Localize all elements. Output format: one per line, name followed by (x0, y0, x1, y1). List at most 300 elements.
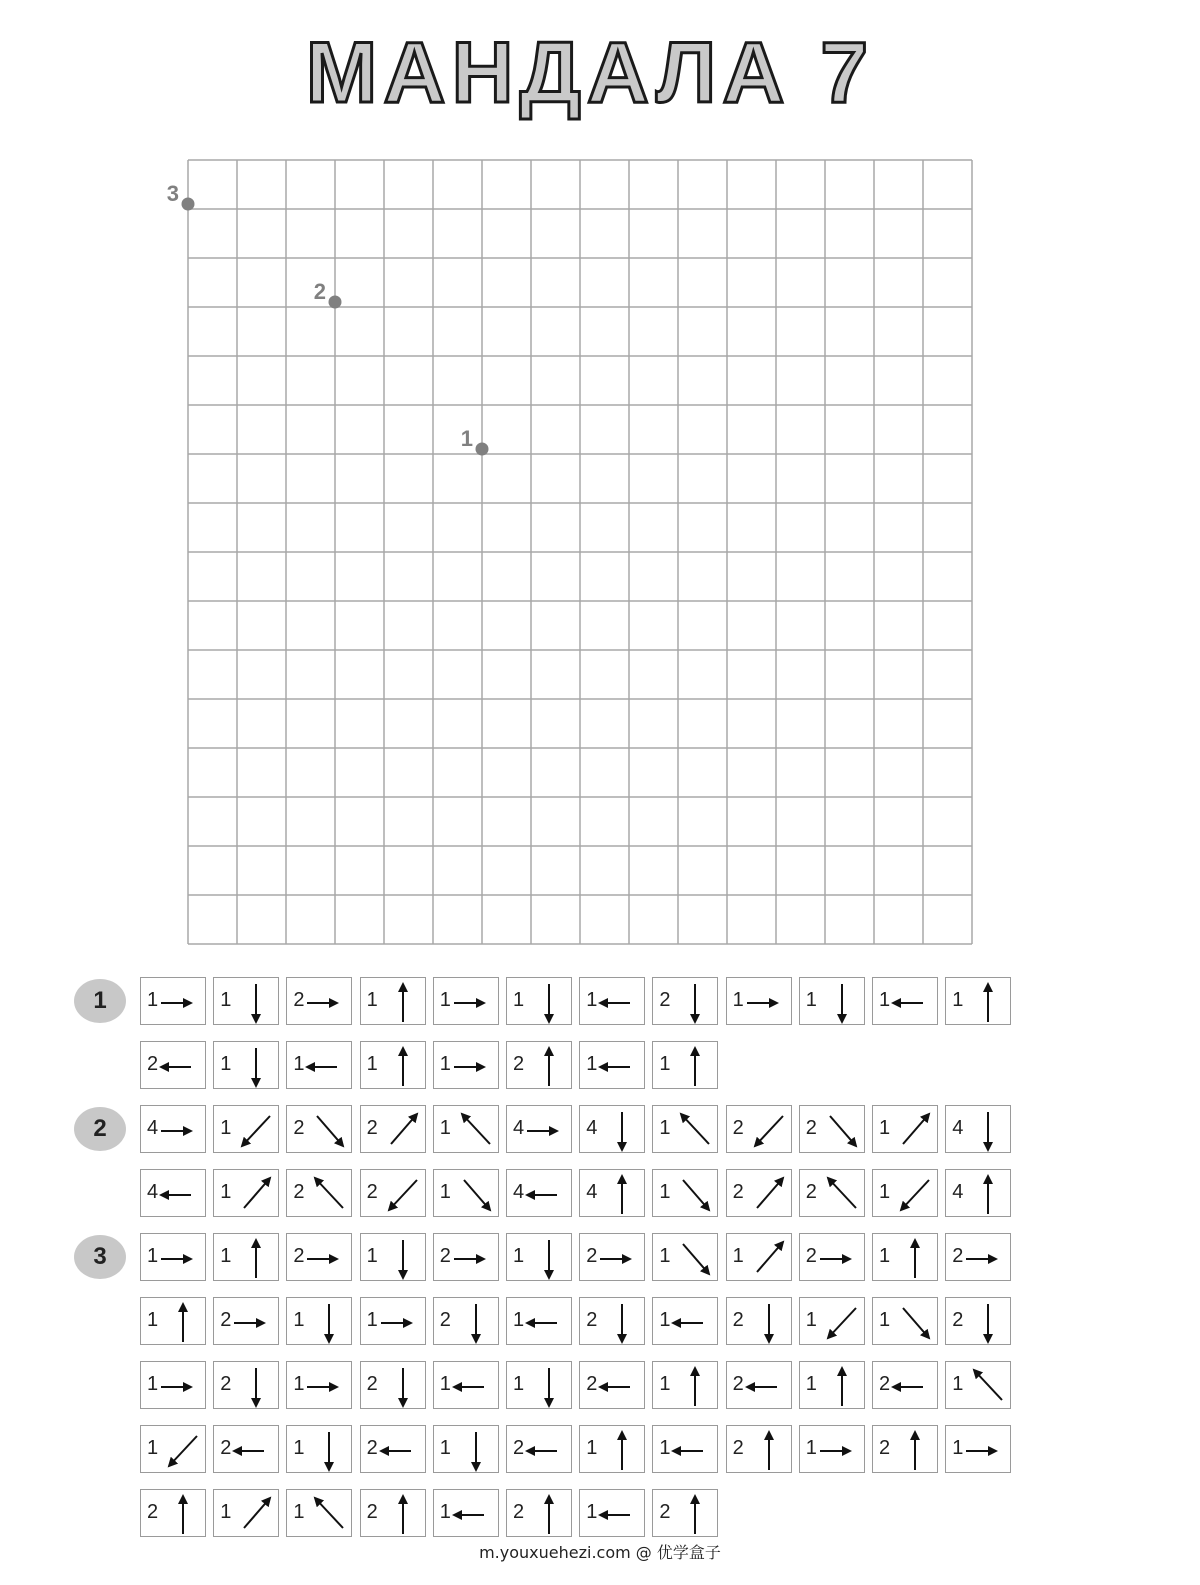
step-count: 1 (366, 1053, 378, 1075)
step-count: 2 (513, 1437, 525, 1459)
step-count: 2 (366, 1181, 378, 1203)
command-card (799, 1425, 865, 1473)
direction-d-icon (214, 1042, 280, 1090)
command-card (433, 977, 499, 1025)
command-card (799, 1105, 865, 1153)
step-count: 1 (293, 1437, 305, 1459)
step-count: 2 (732, 1117, 744, 1139)
start-point-label: 3 (166, 181, 179, 206)
footer-credit: m.youxuehezi.com @ 优学盒子 (479, 1543, 721, 1562)
direction-d-icon (214, 1362, 280, 1410)
command-card (872, 1361, 938, 1409)
step-count: 2 (659, 989, 671, 1011)
command-card (945, 1425, 1011, 1473)
command-card (286, 1297, 352, 1345)
direction-u-icon (653, 1042, 719, 1090)
direction-dl-icon (361, 1170, 427, 1218)
command-card (579, 1361, 645, 1409)
direction-u-icon (873, 1426, 939, 1474)
start-point-dot (182, 198, 195, 211)
step-count: 1 (147, 1373, 159, 1395)
command-card (579, 1105, 645, 1153)
direction-r-icon (434, 1234, 500, 1282)
step-count: 1 (586, 1437, 598, 1459)
step-count: 1 (805, 1437, 817, 1459)
direction-ur-icon (361, 1106, 427, 1154)
direction-d-icon (434, 1426, 500, 1474)
direction-d-icon (800, 978, 866, 1026)
step-count: 1 (439, 989, 451, 1011)
step-count: 1 (147, 1309, 159, 1331)
command-card (726, 1361, 792, 1409)
command-card (140, 1489, 206, 1537)
direction-d-icon (287, 1426, 353, 1474)
direction-r-icon (434, 1042, 500, 1090)
command-card (140, 1105, 206, 1153)
step-count: 4 (586, 1117, 598, 1139)
step-count: 1 (659, 1437, 671, 1459)
command-card (506, 1425, 572, 1473)
direction-u-icon (727, 1426, 793, 1474)
step-count: 2 (732, 1373, 744, 1395)
command-card (213, 1233, 279, 1281)
command-card (652, 1233, 718, 1281)
direction-d-icon (361, 1234, 427, 1282)
command-card (579, 1425, 645, 1473)
direction-l-icon (580, 1042, 646, 1090)
step-count: 1 (513, 1373, 525, 1395)
direction-d-icon (507, 1234, 573, 1282)
command-card (506, 1361, 572, 1409)
direction-r-icon (946, 1426, 1012, 1474)
step-count: 1 (147, 1245, 159, 1267)
step-count: 1 (805, 1309, 817, 1331)
direction-u-icon (580, 1170, 646, 1218)
command-card (579, 1169, 645, 1217)
command-card (799, 1233, 865, 1281)
command-card (213, 1297, 279, 1345)
direction-u-icon (873, 1234, 939, 1282)
command-card (652, 1361, 718, 1409)
step-count: 2 (952, 1309, 964, 1331)
step-count: 4 (586, 1181, 598, 1203)
step-count: 1 (659, 1117, 671, 1139)
command-card (872, 1105, 938, 1153)
command-card (433, 1425, 499, 1473)
command-card (286, 1233, 352, 1281)
command-card (286, 1041, 352, 1089)
step-count: 2 (659, 1501, 671, 1523)
command-card (506, 1105, 572, 1153)
command-card (360, 1105, 426, 1153)
step-count: 1 (439, 1373, 451, 1395)
step-count: 4 (513, 1117, 525, 1139)
command-card (652, 1041, 718, 1089)
command-card (945, 1169, 1011, 1217)
direction-d-icon (727, 1298, 793, 1346)
command-card (360, 1233, 426, 1281)
direction-r-icon (580, 1234, 646, 1282)
start-point-dot (329, 296, 342, 309)
step-count: 1 (659, 1373, 671, 1395)
direction-d-icon (946, 1106, 1012, 1154)
command-card (652, 977, 718, 1025)
start-point-label: 2 (313, 279, 326, 304)
direction-u-icon (580, 1426, 646, 1474)
direction-dr-icon (873, 1298, 939, 1346)
direction-u-icon (946, 978, 1012, 1026)
direction-u-icon (800, 1362, 866, 1410)
step-count: 2 (513, 1053, 525, 1075)
step-count: 1 (220, 989, 232, 1011)
step-count: 2 (220, 1309, 232, 1331)
step-count: 1 (952, 1373, 964, 1395)
command-card (579, 977, 645, 1025)
command-card (140, 1233, 206, 1281)
section-badge: 2 (74, 1107, 126, 1151)
step-count: 1 (220, 1053, 232, 1075)
step-count: 2 (293, 989, 305, 1011)
direction-d-icon (653, 978, 719, 1026)
command-card (579, 1041, 645, 1089)
direction-r-icon (507, 1106, 573, 1154)
command-card (799, 977, 865, 1025)
direction-d-icon (580, 1298, 646, 1346)
step-count: 1 (293, 1501, 305, 1523)
command-card (213, 1169, 279, 1217)
direction-dl-icon (800, 1298, 866, 1346)
direction-dr-icon (434, 1170, 500, 1218)
command-card (872, 1233, 938, 1281)
direction-r-icon (287, 1234, 353, 1282)
command-card (286, 1361, 352, 1409)
step-count: 1 (366, 989, 378, 1011)
direction-ul-icon (287, 1170, 353, 1218)
step-count: 4 (147, 1117, 159, 1139)
command-card (360, 1297, 426, 1345)
step-count: 2 (805, 1181, 817, 1203)
direction-dl-icon (141, 1426, 207, 1474)
command-card (213, 1041, 279, 1089)
command-card (579, 1233, 645, 1281)
command-card (799, 1361, 865, 1409)
step-count: 1 (952, 1437, 964, 1459)
command-card (506, 1169, 572, 1217)
command-card (506, 977, 572, 1025)
step-count: 1 (879, 1117, 891, 1139)
section-badge: 1 (74, 979, 126, 1023)
command-card (945, 1297, 1011, 1345)
step-count: 2 (293, 1245, 305, 1267)
step-count: 1 (439, 1437, 451, 1459)
command-card (213, 1361, 279, 1409)
direction-ur-icon (727, 1234, 793, 1282)
step-count: 1 (805, 989, 817, 1011)
direction-u-icon (141, 1298, 207, 1346)
command-card (579, 1297, 645, 1345)
step-count: 2 (732, 1181, 744, 1203)
direction-ul-icon (434, 1106, 500, 1154)
command-card (286, 1489, 352, 1537)
direction-r-icon (214, 1298, 280, 1346)
direction-ul-icon (653, 1106, 719, 1154)
step-count: 1 (147, 1437, 159, 1459)
step-count: 1 (147, 989, 159, 1011)
step-count: 1 (659, 1245, 671, 1267)
direction-u-icon (946, 1170, 1012, 1218)
command-card (726, 1425, 792, 1473)
step-count: 4 (952, 1117, 964, 1139)
command-card (140, 1169, 206, 1217)
step-count: 2 (952, 1245, 964, 1267)
step-count: 2 (439, 1309, 451, 1331)
step-count: 2 (220, 1373, 232, 1395)
direction-u-icon (653, 1362, 719, 1410)
command-card (726, 977, 792, 1025)
direction-l-icon (653, 1426, 719, 1474)
command-card (652, 1169, 718, 1217)
command-card (799, 1169, 865, 1217)
direction-r-icon (434, 978, 500, 1026)
step-count: 4 (147, 1181, 159, 1203)
step-count: 1 (732, 1245, 744, 1267)
step-count: 1 (586, 1501, 598, 1523)
direction-ur-icon (873, 1106, 939, 1154)
step-count: 1 (586, 989, 598, 1011)
step-count: 1 (879, 1245, 891, 1267)
step-count: 4 (952, 1181, 964, 1203)
step-count: 2 (366, 1373, 378, 1395)
step-count: 2 (147, 1053, 159, 1075)
command-card (652, 1425, 718, 1473)
direction-r-icon (727, 978, 793, 1026)
command-card (433, 1489, 499, 1537)
direction-dr-icon (653, 1170, 719, 1218)
step-count: 1 (805, 1373, 817, 1395)
direction-r-icon (141, 978, 207, 1026)
command-card (945, 1233, 1011, 1281)
direction-dr-icon (800, 1106, 866, 1154)
direction-l-icon (727, 1362, 793, 1410)
command-card (652, 1297, 718, 1345)
command-card (213, 1489, 279, 1537)
direction-u-icon (361, 978, 427, 1026)
start-point-dot (476, 443, 489, 456)
direction-l-icon (580, 978, 646, 1026)
direction-r-icon (141, 1106, 207, 1154)
command-card (360, 977, 426, 1025)
step-count: 2 (879, 1437, 891, 1459)
step-count: 1 (879, 1309, 891, 1331)
step-count: 2 (366, 1117, 378, 1139)
command-card (213, 1425, 279, 1473)
section-badge: 3 (74, 1235, 126, 1279)
command-card (506, 1489, 572, 1537)
direction-l-icon (507, 1170, 573, 1218)
command-card (506, 1041, 572, 1089)
step-count: 2 (366, 1501, 378, 1523)
command-card (213, 1105, 279, 1153)
direction-l-icon (507, 1426, 573, 1474)
command-card (652, 1105, 718, 1153)
command-card (140, 1297, 206, 1345)
step-count: 2 (439, 1245, 451, 1267)
command-card (286, 1105, 352, 1153)
start-point-label: 1 (460, 426, 473, 451)
step-count: 1 (513, 989, 525, 1011)
step-count: 2 (147, 1501, 159, 1523)
command-card (140, 1425, 206, 1473)
direction-dr-icon (653, 1234, 719, 1282)
direction-r-icon (800, 1426, 866, 1474)
step-count: 1 (513, 1309, 525, 1331)
step-count: 1 (220, 1117, 232, 1139)
direction-d-icon (361, 1362, 427, 1410)
step-count: 2 (805, 1117, 817, 1139)
command-card (726, 1297, 792, 1345)
step-count: 1 (220, 1245, 232, 1267)
direction-u-icon (214, 1234, 280, 1282)
direction-r-icon (141, 1362, 207, 1410)
step-count: 1 (439, 1501, 451, 1523)
direction-u-icon (141, 1490, 207, 1538)
step-count: 1 (879, 1181, 891, 1203)
direction-d-icon (287, 1298, 353, 1346)
step-count: 1 (439, 1117, 451, 1139)
step-count: 1 (439, 1181, 451, 1203)
direction-ur-icon (214, 1170, 280, 1218)
direction-l-icon (434, 1362, 500, 1410)
command-card (433, 1297, 499, 1345)
step-count: 2 (220, 1437, 232, 1459)
direction-u-icon (507, 1042, 573, 1090)
command-card (433, 1041, 499, 1089)
step-count: 1 (293, 1309, 305, 1331)
direction-r-icon (287, 1362, 353, 1410)
step-count: 2 (293, 1117, 305, 1139)
command-card (945, 977, 1011, 1025)
direction-dl-icon (214, 1106, 280, 1154)
direction-l-icon (141, 1170, 207, 1218)
command-card (433, 1233, 499, 1281)
command-card (360, 1361, 426, 1409)
command-card (726, 1169, 792, 1217)
step-count: 4 (513, 1181, 525, 1203)
command-card (433, 1105, 499, 1153)
direction-l-icon (361, 1426, 427, 1474)
step-count: 1 (659, 1053, 671, 1075)
direction-d-icon (580, 1106, 646, 1154)
direction-l-icon (653, 1298, 719, 1346)
direction-ur-icon (214, 1490, 280, 1538)
direction-l-icon (141, 1042, 207, 1090)
command-card (140, 977, 206, 1025)
command-card (652, 1489, 718, 1537)
command-card (945, 1105, 1011, 1153)
direction-l-icon (873, 1362, 939, 1410)
step-count: 2 (293, 1181, 305, 1203)
direction-l-icon (580, 1490, 646, 1538)
direction-ul-icon (800, 1170, 866, 1218)
direction-r-icon (946, 1234, 1012, 1282)
step-count: 2 (513, 1501, 525, 1523)
command-card (360, 1489, 426, 1537)
direction-r-icon (141, 1234, 207, 1282)
step-count: 1 (879, 989, 891, 1011)
step-count: 2 (879, 1373, 891, 1395)
direction-ul-icon (287, 1490, 353, 1538)
command-card (213, 977, 279, 1025)
direction-l-icon (873, 978, 939, 1026)
direction-d-icon (507, 1362, 573, 1410)
step-count: 2 (586, 1245, 598, 1267)
command-card (579, 1489, 645, 1537)
direction-l-icon (214, 1426, 280, 1474)
direction-dr-icon (287, 1106, 353, 1154)
step-count: 2 (366, 1437, 378, 1459)
command-card (140, 1041, 206, 1089)
command-card (799, 1297, 865, 1345)
command-card (872, 1425, 938, 1473)
direction-r-icon (287, 978, 353, 1026)
step-count: 1 (659, 1181, 671, 1203)
command-card (726, 1105, 792, 1153)
step-count: 2 (732, 1437, 744, 1459)
command-card (286, 1169, 352, 1217)
step-count: 1 (659, 1309, 671, 1331)
command-card (872, 1169, 938, 1217)
direction-u-icon (653, 1490, 719, 1538)
step-count: 2 (586, 1373, 598, 1395)
command-card (872, 1297, 938, 1345)
command-card (286, 977, 352, 1025)
direction-d-icon (214, 978, 280, 1026)
step-count: 1 (732, 989, 744, 1011)
step-count: 2 (732, 1309, 744, 1331)
step-count: 1 (513, 1245, 525, 1267)
command-card (506, 1297, 572, 1345)
direction-ur-icon (727, 1170, 793, 1218)
direction-l-icon (507, 1298, 573, 1346)
command-card (506, 1233, 572, 1281)
title-text: МАНДАЛА 7 (305, 30, 875, 121)
step-count: 1 (586, 1053, 598, 1075)
command-card (872, 977, 938, 1025)
step-count: 1 (952, 989, 964, 1011)
direction-l-icon (580, 1362, 646, 1410)
direction-u-icon (361, 1490, 427, 1538)
direction-dl-icon (873, 1170, 939, 1218)
step-count: 1 (220, 1181, 232, 1203)
step-count: 1 (293, 1373, 305, 1395)
step-count: 1 (220, 1501, 232, 1523)
direction-d-icon (946, 1298, 1012, 1346)
command-card (360, 1425, 426, 1473)
step-count: 1 (439, 1053, 451, 1075)
command-card (433, 1361, 499, 1409)
direction-r-icon (800, 1234, 866, 1282)
command-card (433, 1169, 499, 1217)
step-count: 1 (293, 1053, 305, 1075)
direction-d-icon (434, 1298, 500, 1346)
direction-ul-icon (946, 1362, 1012, 1410)
step-count: 2 (805, 1245, 817, 1267)
direction-l-icon (434, 1490, 500, 1538)
command-card (140, 1361, 206, 1409)
direction-u-icon (361, 1042, 427, 1090)
command-card (945, 1361, 1011, 1409)
direction-d-icon (507, 978, 573, 1026)
